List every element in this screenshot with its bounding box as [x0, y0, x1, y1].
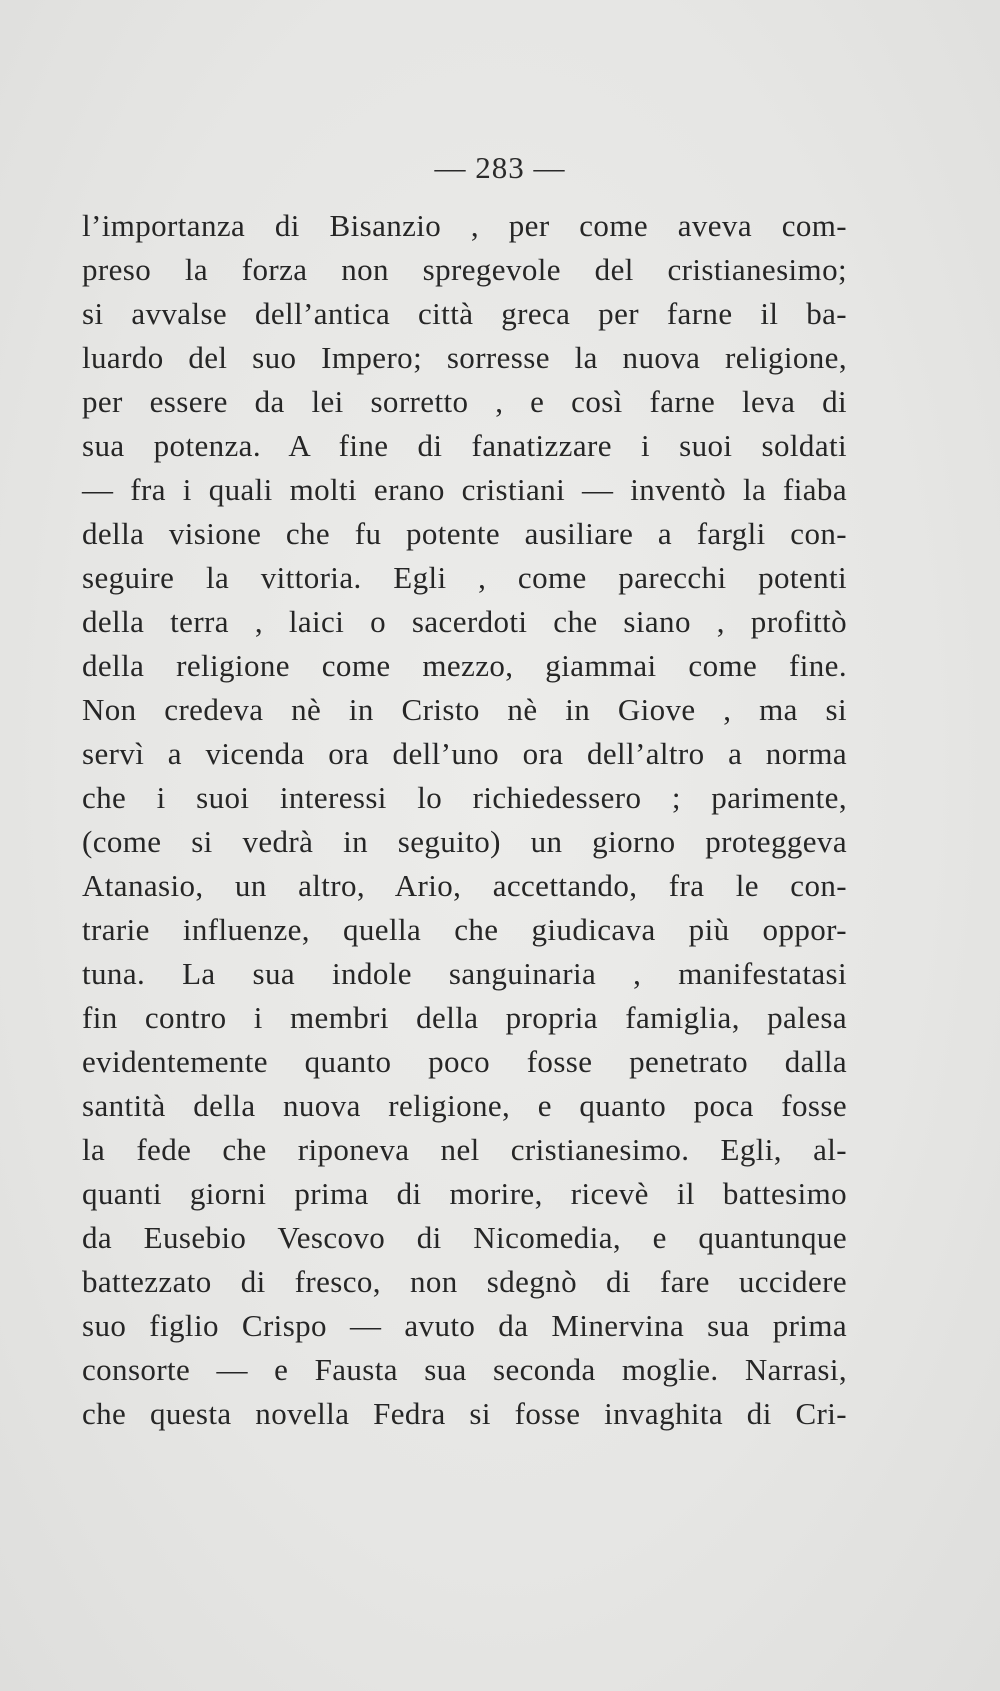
text-line: luardo del suo Impero; sorresse la nuova religione,: [82, 340, 847, 375]
text-line: si avvalse dell’antica città greca per farne il ba-: [82, 296, 847, 331]
text-line: che questa novella Fedra si fosse invaghita di Cri-: [82, 1396, 847, 1431]
text-line: seguire la vittoria. Egli , come parecchi potenti: [82, 560, 847, 595]
text-line: da Eusebio Vescovo di Nicomedia, e quantunque: [82, 1220, 847, 1255]
text-line: (come si vedrà in seguito) un giorno proteggeva: [82, 824, 847, 859]
text-line: fin contro i membri della propria famiglia, palesa: [82, 1000, 847, 1035]
text-line: servì a vicenda ora dell’uno ora dell’altro a norma: [82, 736, 847, 771]
text-line: consorte — e Fausta sua seconda moglie. Narrasi,: [82, 1352, 847, 1387]
text-line: per essere da lei sorretto , e così farne leva di: [82, 384, 847, 419]
text-line: suo figlio Crispo — avuto da Minervina sua prima: [82, 1308, 847, 1343]
page-number: — 283 —: [434, 150, 566, 185]
text-line: tuna. La sua indole sanguinaria , manifestatasi: [82, 956, 847, 991]
text-line: sua potenza. A fine di fanatizzare i suoi soldati: [82, 428, 847, 463]
text-line: della terra , laici o sacerdoti che siano , profittò: [82, 604, 847, 639]
text-line: Non credeva nè in Cristo nè in Giove , ma si: [82, 692, 847, 727]
text-line: l’importanza di Bisanzio , per come aveva com-: [82, 208, 847, 243]
text-line: trarie influenze, quella che giudicava più oppor-: [82, 912, 847, 947]
text-line: Atanasio, un altro, Ario, accettando, fra le con-: [82, 868, 847, 903]
text-line: la fede che riponeva nel cristianesimo. Egli, al-: [82, 1132, 847, 1167]
text-line: quanti giorni prima di morire, ricevè il battesimo: [82, 1176, 847, 1211]
text-line: della visione che fu potente ausiliare a fargli con-: [82, 516, 847, 551]
text-line: battezzato di fresco, non sdegnò di fare uccidere: [82, 1264, 847, 1299]
text-line: che i suoi interessi lo richiedessero ; parimente,: [82, 780, 847, 815]
text-line: della religione come mezzo, giammai come fine.: [82, 648, 847, 683]
text-line: evidentemente quanto poco fosse penetrato dalla: [82, 1044, 847, 1079]
text-line: preso la forza non spregevole del cristianesimo;: [82, 252, 847, 287]
text-line: — fra i quali molti erano cristiani — inventò la fiaba: [82, 472, 847, 507]
text-line: santità della nuova religione, e quanto poca fosse: [82, 1088, 847, 1123]
body-text: [82, 204, 847, 1436]
